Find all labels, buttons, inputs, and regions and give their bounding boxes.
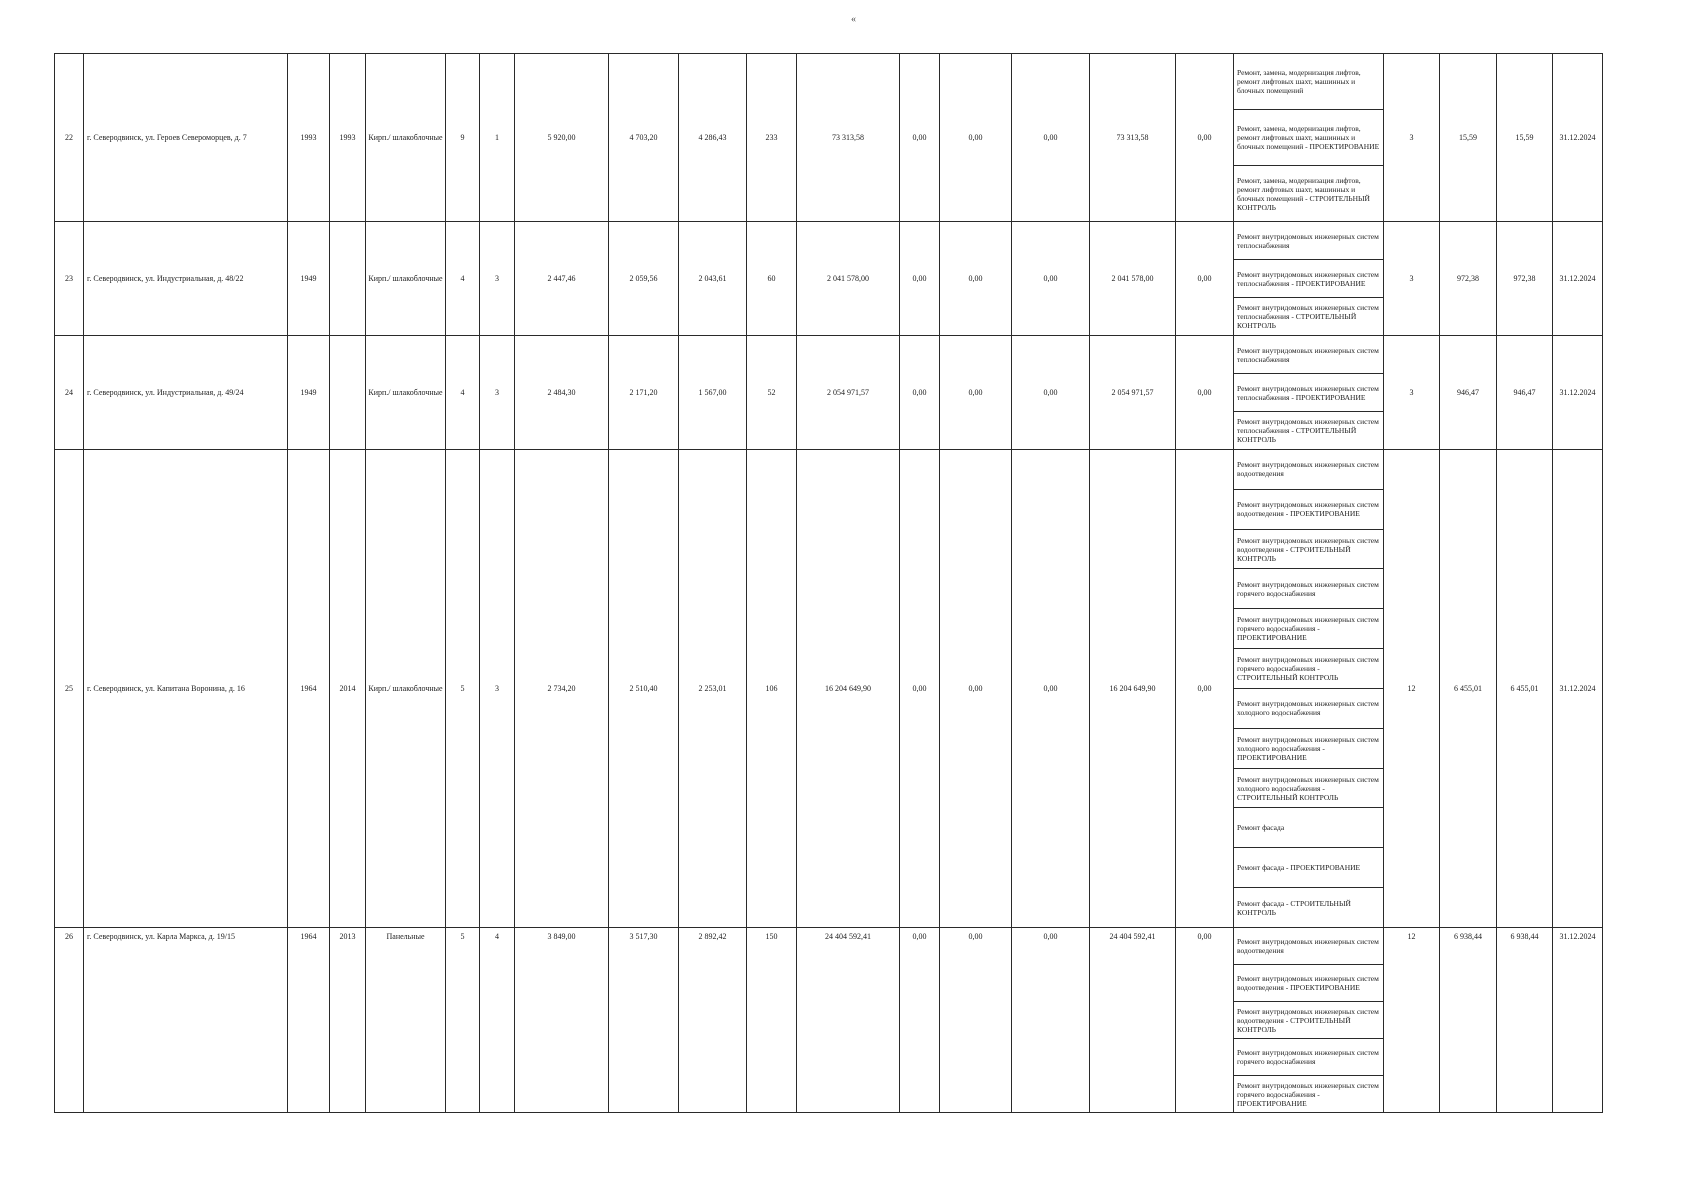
work-item-text: Ремонт внутридомовых инженерных систем водоотведения - СТРОИТЕЛЬНЫЙ КОНТРОЛЬ (1237, 535, 1379, 563)
cell-deadline: 31.12.2024 (1553, 336, 1603, 450)
work-list (1234, 54, 1383, 221)
cell-unit-cost: 6 938,44 (1440, 928, 1497, 1113)
cell-row-number: 22 (55, 54, 84, 222)
page-mark: « (851, 14, 856, 25)
cell-fund-owners: 2 054 971,57 (1090, 336, 1176, 450)
work-item-text: Ремонт фасада (1237, 823, 1285, 833)
cell-fund-regional: 0,00 (940, 336, 1012, 450)
table-row (55, 336, 1603, 450)
cell-max-unit-cost: 6 938,44 (1497, 928, 1553, 1113)
work-item (1234, 412, 1383, 449)
cell-work-count: 3 (1384, 222, 1440, 336)
cell-year-renovation: 2013 (330, 928, 366, 1113)
cell-wall-material: Кирп./ шлакоблочные (366, 450, 446, 928)
cell-area-total: 3 849,00 (515, 928, 609, 1113)
table-row (55, 54, 1603, 222)
work-item (1234, 1039, 1383, 1076)
cell-entrances-count: 3 (480, 336, 515, 450)
cell-area-living: 2 059,56 (609, 222, 679, 336)
cell-wall-material: Панельные (366, 928, 446, 1113)
cell-fund-other: 0,00 (1176, 928, 1234, 1113)
cell-fund-owners: 2 041 578,00 (1090, 222, 1176, 336)
cell-max-unit-cost: 6 455,01 (1497, 450, 1553, 928)
work-item (1234, 609, 1383, 649)
cell-residents-count: 233 (747, 54, 797, 222)
cell-fund-other: 0,00 (1176, 222, 1234, 336)
capital-repair-table (54, 53, 1603, 1113)
work-item (1234, 298, 1383, 335)
work-list (1234, 450, 1383, 927)
work-item-text: Ремонт внутридомовых инженерных систем водоотведения - ПРОЕКТИРОВАНИЕ (1237, 974, 1379, 992)
cell-address: г. Северодвинск, ул. Капитана Воронина, д. 16 (84, 450, 288, 928)
cell-works-list (1234, 928, 1384, 1113)
cell-residents-count: 60 (747, 222, 797, 336)
work-item-text: Ремонт внутридомовых инженерных систем холодного водоснабжения - ПРОЕКТИРОВАНИЕ (1237, 734, 1379, 762)
cell-unit-cost: 946,47 (1440, 336, 1497, 450)
cell-fund-local: 0,00 (1012, 928, 1090, 1113)
work-item (1234, 1002, 1383, 1039)
cell-max-unit-cost: 972,38 (1497, 222, 1553, 336)
work-item (1234, 689, 1383, 729)
work-item-text: Ремонт внутридомовых инженерных систем водоотведения - СТРОИТЕЛЬНЫЙ КОНТРОЛЬ (1237, 1006, 1379, 1034)
cell-unit-cost: 15,59 (1440, 54, 1497, 222)
work-item (1234, 769, 1383, 809)
cell-work-count: 12 (1384, 450, 1440, 928)
work-item (1234, 888, 1383, 927)
work-item-text: Ремонт внутридомовых инженерных систем теплоснабжения - ПРОЕКТИРОВАНИЕ (1237, 269, 1379, 288)
cell-entrances-count: 3 (480, 450, 515, 928)
cell-max-unit-cost: 15,59 (1497, 54, 1553, 222)
cell-cost-total: 24 404 592,41 (797, 928, 900, 1113)
cell-row-number: 25 (55, 450, 84, 928)
cell-row-number: 23 (55, 222, 84, 336)
cell-works-list (1234, 336, 1384, 450)
cell-area-owned: 1 567,00 (679, 336, 747, 450)
cell-entrances-count: 3 (480, 222, 515, 336)
work-item-text: Ремонт внутридомовых инженерных систем горячего водоснабжения - ПРОЕКТИРОВАНИЕ (1237, 615, 1379, 643)
work-item (1234, 110, 1383, 166)
cell-year-built: 1964 (288, 450, 330, 928)
work-item (1234, 729, 1383, 769)
cell-area-owned: 2 043,61 (679, 222, 747, 336)
work-list (1234, 928, 1383, 1112)
cell-wall-material: Кирп./ шлакоблочные (366, 336, 446, 450)
work-item (1234, 965, 1383, 1002)
work-item-text: Ремонт внутридомовых инженерных систем теплоснабжения (1237, 231, 1379, 250)
work-item-text: Ремонт внутридомовых инженерных систем теплоснабжения - СТРОИТЕЛЬНЫЙ КОНТРОЛЬ (1237, 417, 1379, 444)
cell-area-owned: 2 892,42 (679, 928, 747, 1113)
cell-area-owned: 4 286,43 (679, 54, 747, 222)
cell-address: г. Северодвинск, ул. Карла Маркса, д. 19/15 (84, 928, 288, 1113)
cell-entrances-count: 4 (480, 928, 515, 1113)
cell-fund-federal: 0,00 (900, 222, 940, 336)
work-item-text: Ремонт, замена, модернизация лифтов, ремонт лифтовых шахт, машинных и блочных помещений - ПРОЕКТИРОВАНИЕ (1237, 124, 1380, 151)
cell-year-renovation: 2014 (330, 450, 366, 928)
cell-year-built: 1964 (288, 928, 330, 1113)
cell-fund-other: 0,00 (1176, 336, 1234, 450)
work-item-text: Ремонт внутридомовых инженерных систем горячего водоснабжения (1237, 579, 1379, 598)
work-item (1234, 928, 1383, 965)
cell-area-total: 5 920,00 (515, 54, 609, 222)
cell-year-built: 1949 (288, 222, 330, 336)
work-item (1234, 490, 1383, 530)
cell-residents-count: 52 (747, 336, 797, 450)
cell-fund-local: 0,00 (1012, 450, 1090, 928)
cell-fund-federal: 0,00 (900, 54, 940, 222)
cell-floors-count: 5 (446, 928, 480, 1113)
cell-fund-local: 0,00 (1012, 222, 1090, 336)
cell-fund-federal: 0,00 (900, 928, 940, 1113)
cell-floors-count: 9 (446, 54, 480, 222)
cell-cost-total: 2 041 578,00 (797, 222, 900, 336)
work-list (1234, 222, 1383, 335)
work-item-text: Ремонт внутридомовых инженерных систем холодного водоснабжения - СТРОИТЕЛЬНЫЙ КОНТРОЛЬ (1237, 774, 1379, 802)
work-item (1234, 54, 1383, 110)
work-item-text: Ремонт, замена, модернизация лифтов, ремонт лифтовых шахт, машинных и блочных помещений (1237, 68, 1361, 95)
cell-fund-owners: 73 313,58 (1090, 54, 1176, 222)
cell-fund-local: 0,00 (1012, 54, 1090, 222)
work-item (1234, 808, 1383, 848)
work-item (1234, 530, 1383, 570)
work-item (1234, 450, 1383, 490)
cell-address: г. Северодвинск, ул. Индустриальная, д. 49/24 (84, 336, 288, 450)
cell-area-total: 2 484,30 (515, 336, 609, 450)
cell-fund-local: 0,00 (1012, 336, 1090, 450)
work-item (1234, 569, 1383, 609)
work-item (1234, 336, 1383, 374)
work-item (1234, 649, 1383, 689)
cell-year-built: 1993 (288, 54, 330, 222)
cell-cost-total: 2 054 971,57 (797, 336, 900, 450)
cell-address: г. Северодвинск, ул. Героев Североморцев, д. 7 (84, 54, 288, 222)
work-item-text: Ремонт внутридомовых инженерных систем горячего водоснабжения (1237, 1048, 1379, 1066)
work-item-text: Ремонт внутридомовых инженерных систем холодного водоснабжения (1237, 699, 1379, 718)
cell-row-number: 26 (55, 928, 84, 1113)
cell-wall-material: Кирп./ шлакоблочные (366, 54, 446, 222)
cell-works-list (1234, 54, 1384, 222)
cell-works-list (1234, 450, 1384, 928)
work-item (1234, 374, 1383, 412)
cell-fund-owners: 24 404 592,41 (1090, 928, 1176, 1113)
work-item-text: Ремонт, замена, модернизация лифтов, ремонт лифтовых шахт, машинных и блочных помещений - СТРОИТЕЛЬНЫЙ КОНТРОЛЬ (1237, 175, 1370, 212)
cell-unit-cost: 6 455,01 (1440, 450, 1497, 928)
cell-wall-material: Кирп./ шлакоблочные (366, 222, 446, 336)
cell-area-total: 2 447,46 (515, 222, 609, 336)
work-item-text: Ремонт внутридомовых инженерных систем водоотведения (1237, 937, 1379, 955)
cell-work-count: 12 (1384, 928, 1440, 1113)
cell-area-owned: 2 253,01 (679, 450, 747, 928)
cell-fund-other: 0,00 (1176, 450, 1234, 928)
cell-year-built: 1949 (288, 336, 330, 450)
cell-area-living: 4 703,20 (609, 54, 679, 222)
cell-deadline: 31.12.2024 (1553, 928, 1603, 1113)
cell-deadline: 31.12.2024 (1553, 450, 1603, 928)
work-item (1234, 222, 1383, 260)
work-item-text: Ремонт внутридомовых инженерных систем теплоснабжения - СТРОИТЕЛЬНЫЙ КОНТРОЛЬ (1237, 303, 1379, 330)
work-item-text: Ремонт внутридомовых инженерных систем горячего водоснабжения - СТРОИТЕЛЬНЫЙ КОНТРОЛЬ (1237, 655, 1379, 683)
cell-residents-count: 106 (747, 450, 797, 928)
cell-fund-regional: 0,00 (940, 54, 1012, 222)
cell-fund-federal: 0,00 (900, 450, 940, 928)
work-item-text: Ремонт внутридомовых инженерных систем теплоснабжения - ПРОЕКТИРОВАНИЕ (1237, 383, 1379, 402)
cell-area-living: 2 510,40 (609, 450, 679, 928)
cell-area-living: 3 517,30 (609, 928, 679, 1113)
work-item-text: Ремонт внутридомовых инженерных систем горячего водоснабжения - ПРОЕКТИРОВАНИЕ (1237, 1080, 1379, 1108)
cell-address: г. Северодвинск, ул. Индустриальная, д. 48/22 (84, 222, 288, 336)
cell-fund-other: 0,00 (1176, 54, 1234, 222)
cell-row-number: 24 (55, 336, 84, 450)
work-item-text: Ремонт фасада - ПРОЕКТИРОВАНИЕ (1237, 863, 1361, 873)
cell-floors-count: 4 (446, 336, 480, 450)
cell-works-list (1234, 222, 1384, 336)
cell-fund-regional: 0,00 (940, 222, 1012, 336)
cell-floors-count: 5 (446, 450, 480, 928)
cell-fund-regional: 0,00 (940, 450, 1012, 928)
work-item (1234, 848, 1383, 888)
cell-fund-regional: 0,00 (940, 928, 1012, 1113)
cell-fund-federal: 0,00 (900, 336, 940, 450)
cell-fund-owners: 16 204 649,90 (1090, 450, 1176, 928)
cell-year-renovation (330, 336, 366, 450)
work-list (1234, 336, 1383, 449)
cell-deadline: 31.12.2024 (1553, 54, 1603, 222)
work-item (1234, 166, 1383, 221)
work-item (1234, 260, 1383, 298)
table-row (55, 222, 1603, 336)
cell-max-unit-cost: 946,47 (1497, 336, 1553, 450)
work-item (1234, 1076, 1383, 1112)
cell-deadline: 31.12.2024 (1553, 222, 1603, 336)
cell-year-renovation (330, 222, 366, 336)
work-item-text: Ремонт фасада - СТРОИТЕЛЬНЫЙ КОНТРОЛЬ (1237, 898, 1351, 917)
work-item-text: Ремонт внутридомовых инженерных систем теплоснабжения (1237, 345, 1379, 364)
cell-cost-total: 16 204 649,90 (797, 450, 900, 928)
cell-year-renovation: 1993 (330, 54, 366, 222)
cell-area-living: 2 171,20 (609, 336, 679, 450)
cell-work-count: 3 (1384, 54, 1440, 222)
cell-residents-count: 150 (747, 928, 797, 1113)
cell-entrances-count: 1 (480, 54, 515, 222)
table-row (55, 450, 1603, 928)
table-row (55, 928, 1603, 1113)
cell-floors-count: 4 (446, 222, 480, 336)
cell-cost-total: 73 313,58 (797, 54, 900, 222)
cell-unit-cost: 972,38 (1440, 222, 1497, 336)
work-item-text: Ремонт внутридомовых инженерных систем водоотведения (1237, 460, 1379, 479)
cell-area-total: 2 734,20 (515, 450, 609, 928)
cell-work-count: 3 (1384, 336, 1440, 450)
work-item-text: Ремонт внутридомовых инженерных систем водоотведения - ПРОЕКТИРОВАНИЕ (1237, 500, 1379, 519)
